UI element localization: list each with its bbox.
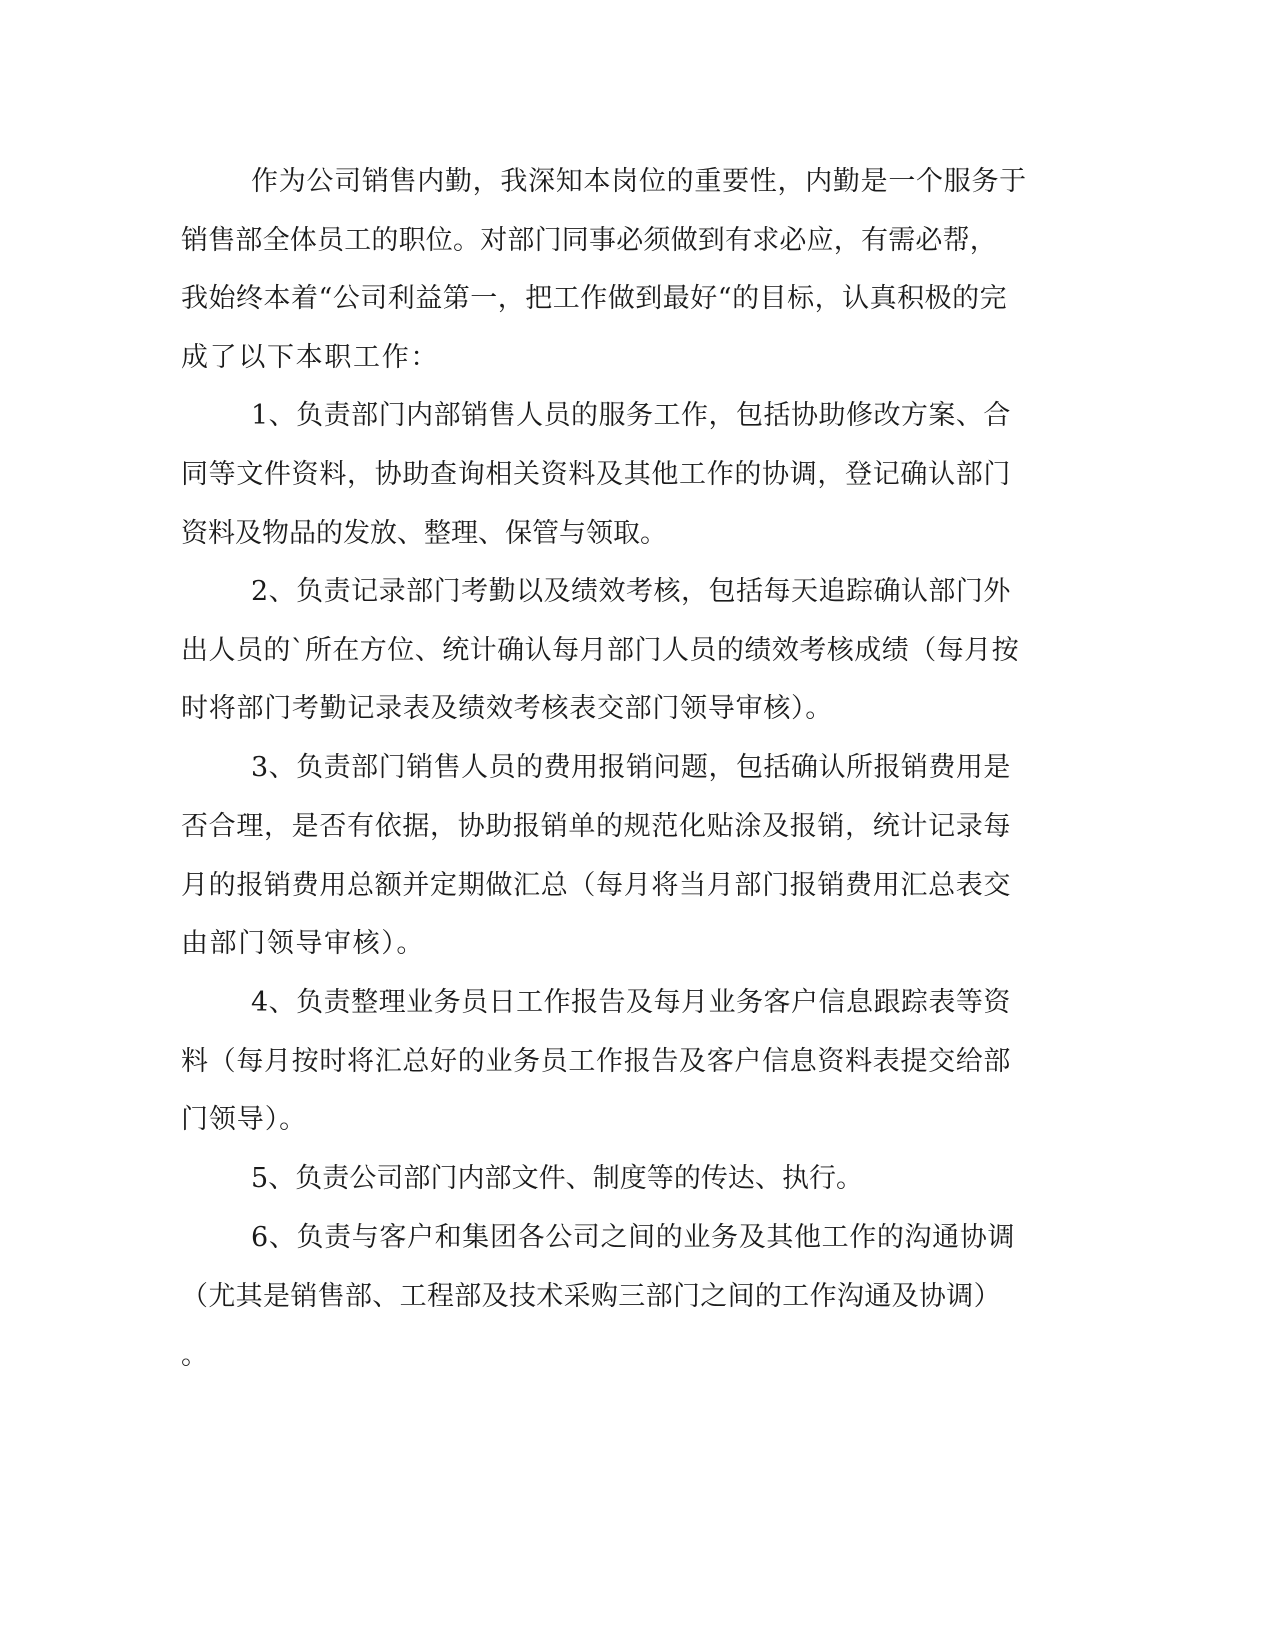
item-1-line-1: 1、负责部门内部销售人员的服务工作，包括协助修改方案、合 [251,400,1011,431]
item-3-line-4: 由部门领导审核）。 [181,928,425,959]
item-1-line-2: 同等文件资料，协助查询相关资料及其他工作的协调，登记确认部门 [181,459,1012,490]
item-2-line-3: 时将部门考勤记录表及绩效考核表交部门领导审核）。 [181,693,834,724]
item-5-line-1: 5、负责公司部门内部文件、制度等的传达、执行。 [251,1163,864,1194]
item-4-line-2: 料（每月按时将汇总好的业务员工作报告及客户信息资料表提交给部 [181,1046,1012,1077]
item-4-line-3: 门领导）。 [181,1104,307,1135]
item-1-line-3: 资料及物品的发放、整理、保管与领取。 [181,518,667,549]
item-6-line-3: 。 [181,1340,208,1371]
item-6-line-2: （尤其是销售部、工程部及技术采购三部门之间的工作沟通及协调） [181,1281,1001,1312]
intro-line-4: 成了以下本职工作： [181,342,440,373]
item-2-line-2: 出人员的`所在方位、统计确认每月部门人员的绩效考核成绩（每月按 [181,635,1020,666]
item-3-line-3: 月的报销费用总额并定期做汇总（每月将当月部门报销费用汇总表交 [181,870,1012,901]
item-6-line-1: 6、负责与客户和集团各公司之间的业务及其他工作的沟通协调 [251,1222,1016,1253]
item-3-line-1: 3、负责部门销售人员的费用报销问题，包括确认所报销费用是 [251,752,1011,783]
intro-line-3: 我始终本着“公司利益第一，把工作做到最好“的目标，认真积极的完 [181,283,1008,314]
item-4-line-1: 4、负责整理业务员日工作报告及每月业务客户信息跟踪表等资 [251,987,1011,1018]
intro-line-1: 作为公司销售内勤，我深知本岗位的重要性，内勤是一个服务于 [251,166,1027,197]
intro-line-2: 销售部全体员工的职位。对部门同事必须做到有求必应，有需必帮， [181,225,997,256]
item-2-line-1: 2、负责记录部门考勤以及绩效考核，包括每天追踪确认部门外 [251,576,1011,607]
item-3-line-2: 否合理，是否有依据，协助报销单的规范化贴涂及报销，统计记录每 [181,811,1012,842]
